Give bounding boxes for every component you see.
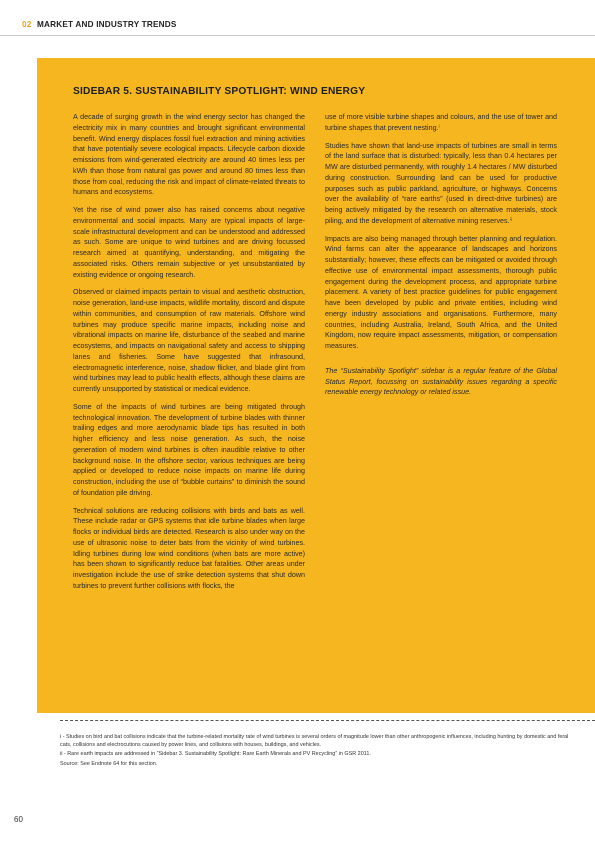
paragraph: use of more visible turbine shapes and colours, and the use of tower and turbine shapes that prevent nesting.ⁱ xyxy=(325,113,557,132)
page-number: 60 xyxy=(14,815,23,824)
paragraph: Yet the rise of wind power also has raised concerns about negative environmental and social impacts. Many are typical impacts of large-scale infrastructural development and can be understood and addressed as such. Some are unique to wind turbines and are driving focussed research aimed at quantifying, understanding, and mitigating the associated risks. Others remain subjective or yet unsubstantiated by existing evidence or ongoing research. xyxy=(73,206,305,279)
footnotes xyxy=(60,734,580,770)
section-number: 02 xyxy=(22,20,32,29)
paragraph: Studies have shown that land-use impacts of turbines are small in terms of the land surface that is disturbed: typically, less than 0.4 hectares per MW are disturbed permanently, with roughly 1.4 hectares / MW disturbed during construction. Surrounding land can be used for productive purposes such as public parkland, agriculture, or highways. Concerns over the availability of “rare earths” (used in direct-drive turbines) are being actively mitigated by the research on alternative materials, stock piling, and the development of alternative mining reserves.ⁱⁱ xyxy=(325,141,557,225)
footnote-source: Source: See Endnote 64 for this section. xyxy=(60,760,158,767)
section-title: MARKET AND INDUSTRY TRENDS xyxy=(37,20,177,29)
footnote: ii - Rare earth impacts are addressed in “Sidebar 3. Sustainability Spotlight: Rare Earth Minerals and PV Recycling” in GSR 2011. xyxy=(60,751,371,758)
footnote: i - Studies on bird and bat collisions indicate that the turbine-related mortality rate of wind turbines is several orders of magnitude lower than other anthropogenic influences, including hunting by domestic and feral cats, collisions and electrocutions caused by power lines, and collisions with houses, buildings, and vehicles. xyxy=(60,734,569,748)
header-divider xyxy=(0,35,595,36)
paragraph: Technical solutions are reducing collisions with birds and bats as well. These include radar or GPS systems that idle turbine blades when large flocks or individual birds are detected. Research is also under way on the use of ultrasonic noise to deter bats from the vicinity of wind turbines. Idling turbines during low wind conditions (when bats are more active) has been shown to significantly reduce bat fatalities. Other areas under investigation include the use of strike detection systems that shut down turbines to prevent further collisions with flocks, the xyxy=(73,506,305,590)
right-column xyxy=(325,112,557,405)
paragraph: Some of the impacts of wind turbines are being mitigated through technological innovation. The development of turbine blades with thinner trailing edges and more aerodynamic blade tips has resulted in both higher efficiency and less noise generation. As such, the noise generation of modern wind turbines is often inaudible relative to other background noise. In the offshore sector, various techniques are being applied or developed to reduce noise impacts on marine life during construction, including the use of “bubble curtains” to diminish the sound of foundation pile driving. xyxy=(73,402,305,497)
paragraph: Observed or claimed impacts pertain to visual and aesthetic obstruction, noise generation, land-use impacts, wildlife mortality, discord and dispute within communities, and consumption of raw materials. Offshore wind turbines may produce specific marine impacts, including noise and vibrational impacts on marine life, disturbance of the seabed and marine ecosystems, and impacts on navigational safety and access to shipping lanes and fisheries. Some have suggested that infrasound, electromagnetic interference, noise, shadow flicker, and blade glint from wind turbines may lead to public health effects, although these claims are currently unsupported by statistical or medical evidence. xyxy=(73,288,305,393)
footnote-divider xyxy=(60,720,595,721)
paragraph: A decade of surging growth in the wind energy sector has changed the electricity mix in many countries and brought significant environmental benefit. Wind energy displaces fossil fuel extraction and mining activities that have potentially severe ecological impacts. Lifecycle carbon dioxide emissions from wind-generated electricity are around 40 times less per kWh than those from natural gas power and around 80 times less than those from coal, reducing the risk and impact of climate-related threats to humans and ecosystems. xyxy=(73,113,305,197)
paragraph: Impacts are also being managed through better planning and regulation. Wind farms can alter the appearance of landscapes and horizons substantially; however, these effects can be mitigated or avoided through effective use of environmental impact assessments, thorough public engagement during the development process, and appropriate turbine placement. A variety of best practice guidelines for public engagement have been developed by public and private entities, including wind energy industry associations and organisations. Furthermore, many countries, including Australia, Ireland, South Africa, and the United Kingdom, now require impact assessments, mitigation, or compensation measures. xyxy=(325,234,557,350)
sidebar-title: SIDEBAR 5. SUSTAINABILITY SPOTLIGHT: WIND ENERGY xyxy=(73,86,366,97)
left-column xyxy=(73,112,305,599)
section-header xyxy=(22,20,177,29)
sidebar-note: The “Sustainability Spotlight” sidebar is a regular feature of the Global Status Report, focussing on sustainability issues regarding a specific renewable energy technology or related issue. xyxy=(325,366,557,397)
